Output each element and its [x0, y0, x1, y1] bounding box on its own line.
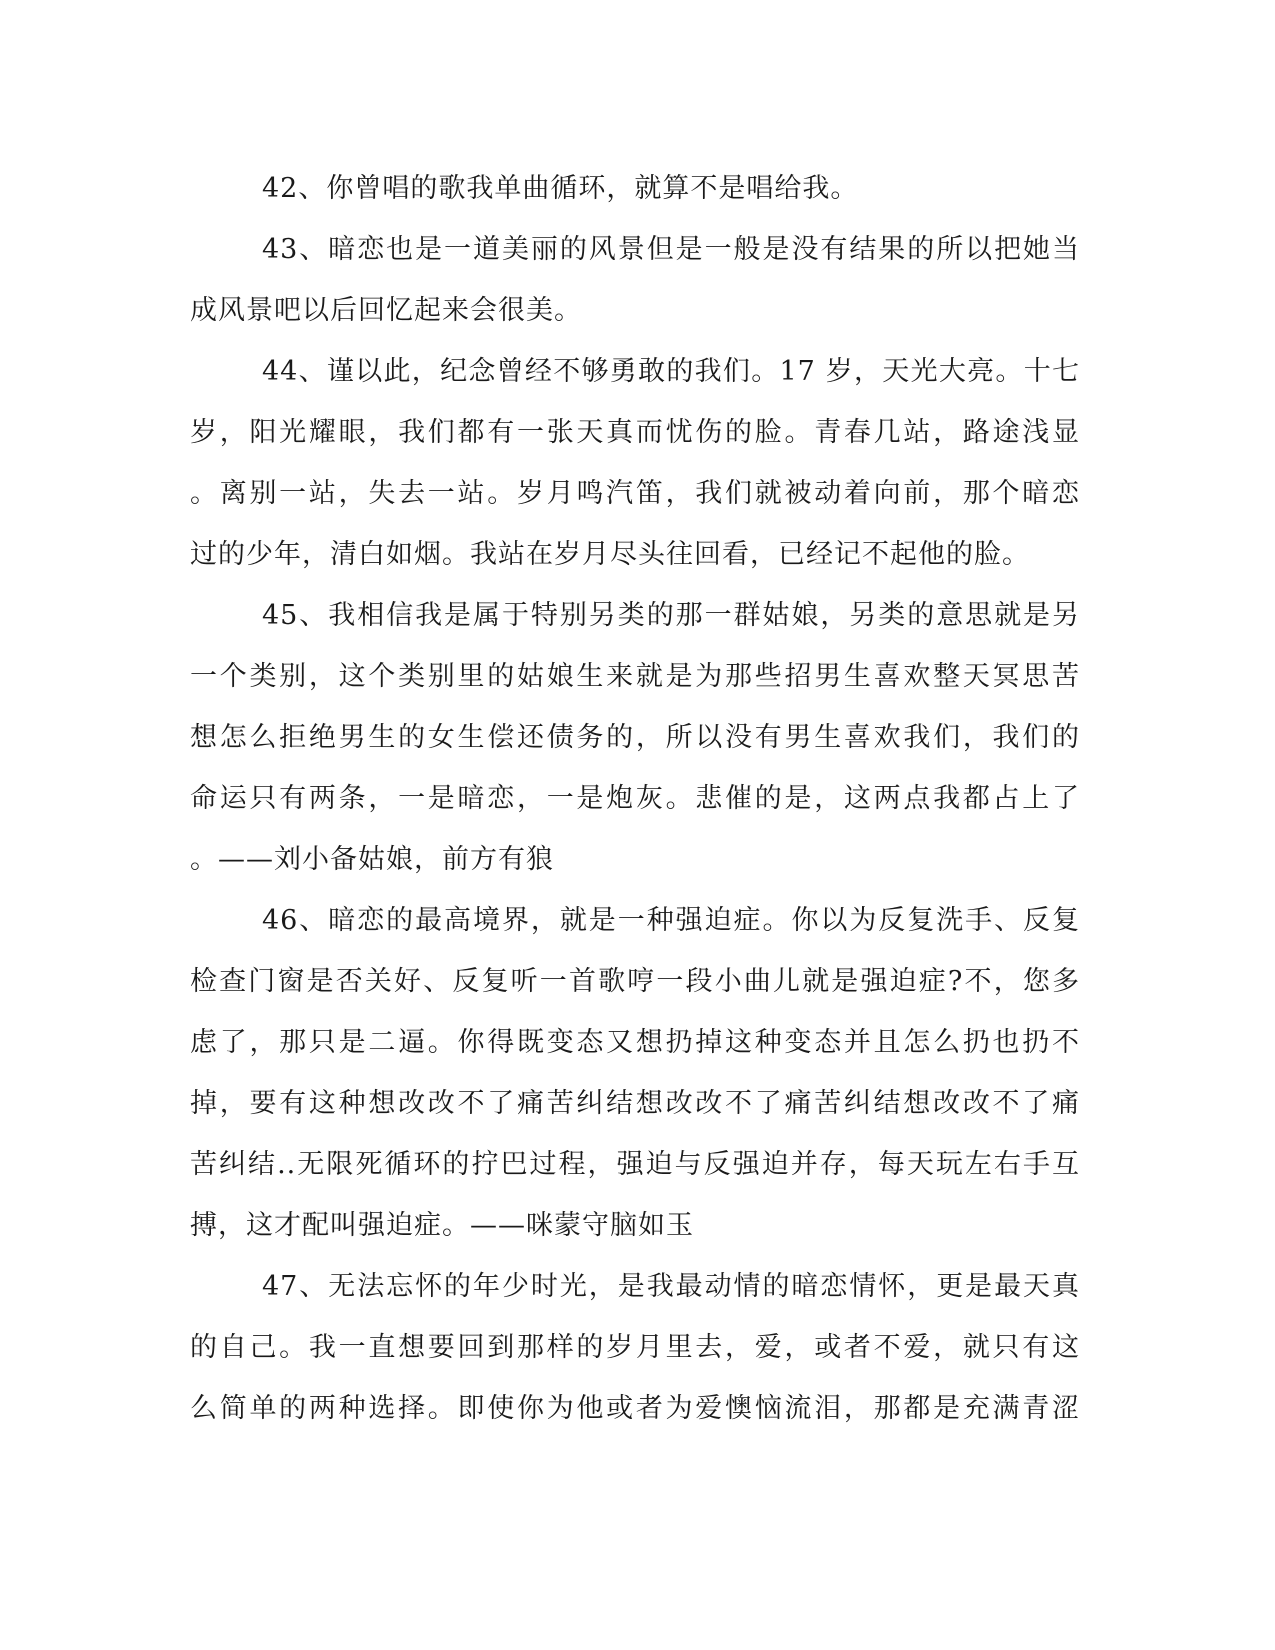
text-line: 岁，阳光耀眼，我们都有一张天真而忧伤的脸。青春几站，路途浅显 — [190, 417, 1080, 448]
document-body — [190, 158, 1080, 1439]
paragraph-43 — [190, 219, 1080, 341]
paragraph-46 — [190, 890, 1080, 1256]
text-line: 苦纠结..无限死循环的拧巴过程，强迫与反强迫并存，每天玩左右手互 — [190, 1149, 1080, 1180]
text-line: 想怎么拒绝男生的女生偿还债务的，所以没有男生喜欢我们，我们的 — [190, 722, 1080, 753]
text-line: 检查门窗是否关好、反复听一首歌哼一段小曲儿就是强迫症?不，您多 — [190, 966, 1080, 997]
paragraph-45 — [190, 585, 1080, 890]
text-line: 的自己。我一直想要回到那样的岁月里去，爱，或者不爱，就只有这 — [190, 1332, 1080, 1363]
text-line: 42、你曾唱的歌我单曲循环，就算不是唱给我。 — [262, 173, 859, 204]
text-line: 45、我相信我是属于特别另类的那一群姑娘，另类的意思就是另 — [262, 600, 1080, 631]
text-line: 43、暗恋也是一道美丽的风景但是一般是没有结果的所以把她当 — [262, 234, 1080, 265]
paragraph-47 — [190, 1256, 1080, 1439]
text-line: 46、暗恋的最高境界，就是一种强迫症。你以为反复洗手、反复 — [262, 905, 1080, 936]
text-line: 么简单的两种选择。即使你为他或者为爱懊恼流泪，那都是充满青涩 — [190, 1393, 1080, 1424]
text-line: 47、无法忘怀的年少时光，是我最动情的暗恋情怀，更是最天真 — [262, 1271, 1080, 1302]
text-line: 44、谨以此，纪念曾经不够勇敢的我们。17 岁，天光大亮。十七 — [262, 356, 1080, 387]
text-line: 命运只有两条，一是暗恋，一是炮灰。悲催的是，这两点我都占上了 — [190, 783, 1080, 814]
text-line: 过的少年，清白如烟。我站在岁月尽头往回看，已经记不起他的脸。 — [190, 539, 1030, 570]
paragraph-42 — [190, 158, 1080, 219]
text-line: 成风景吧以后回忆起来会很美。 — [190, 295, 582, 326]
text-line: 虑了，那只是二逼。你得既变态又想扔掉这种变态并且怎么扔也扔不 — [190, 1027, 1080, 1058]
text-line: 。——刘小备姑娘，前方有狼 — [190, 844, 554, 875]
text-line: 搏，这才配叫强迫症。——咪蒙守脑如玉 — [190, 1210, 694, 1241]
text-line: 。离别一站，失去一站。岁月鸣汽笛，我们就被动着向前，那个暗恋 — [190, 478, 1080, 509]
text-line: 掉，要有这种想改改不了痛苦纠结想改改不了痛苦纠结想改改不了痛 — [190, 1088, 1080, 1119]
paragraph-44 — [190, 341, 1080, 585]
text-line: 一个类别，这个类别里的姑娘生来就是为那些招男生喜欢整天冥思苦 — [190, 661, 1080, 692]
